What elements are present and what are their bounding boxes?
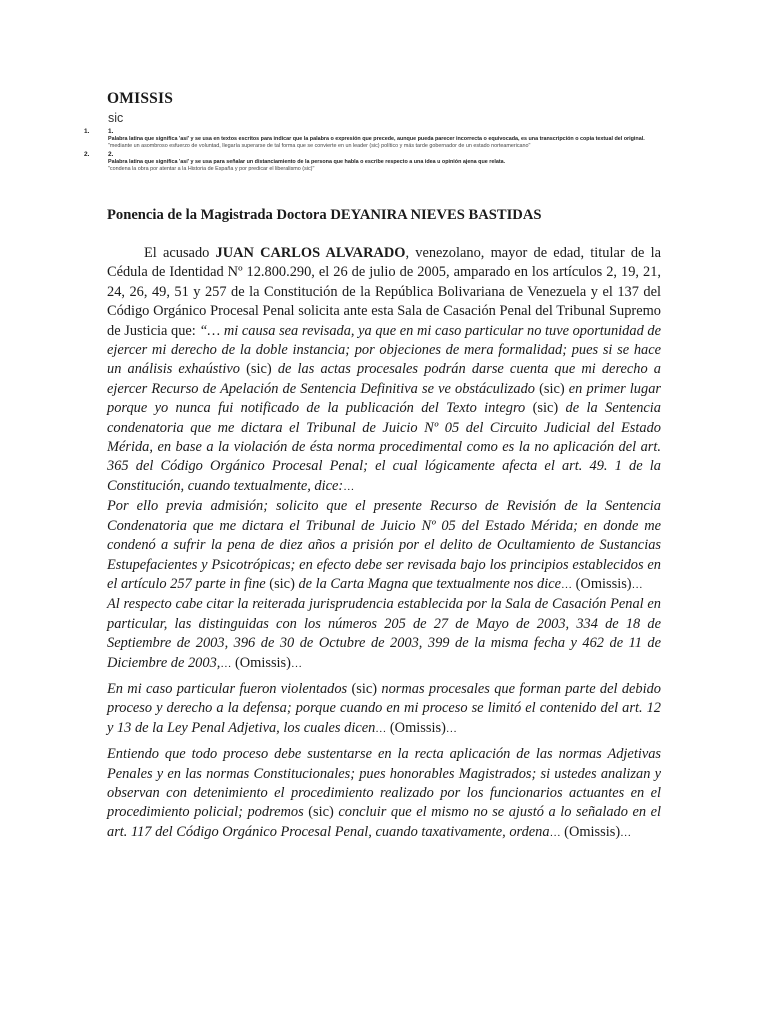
paragraph-4 <box>107 680 661 739</box>
paragraph-3 <box>107 595 661 674</box>
p5-quote-2: concluir que el mismo no se ajustó a lo señalado en el art. 117 del Código Orgánico Procesal Penal, cuando taxativamente, ordena <box>107 804 661 840</box>
ellipsis: … <box>220 657 232 670</box>
magistrate-name: DEYANIRA NIEVES BASTIDAS <box>330 207 542 223</box>
footnote-number: 2. <box>108 151 114 158</box>
sic-label: sic <box>108 111 124 125</box>
footnote-list <box>0 128 768 174</box>
footnote-example: "mediante un asombroso esfuerzo de voluntad, llegaría superarse de tal forma que se convierte en un leader (sic) político y más tarde gobernador de un estado norteamericano" <box>108 143 531 149</box>
omissis-mark: (Omissis) <box>560 823 621 840</box>
p1-quote-4: de la Sentencia condenatoria que me dictara el Tribunal de Juicio Nº 05 del Circuito Judicial del Estado Mérida, en base a la violación de ésta norma procedimental como es la no aplicación del art. 365 del Código Orgánico Procesal Penal; el cual lógicamente afecta el art. 49. 1 de la Constitución, cuando textualmente, dice: <box>107 400 661 494</box>
sic-mark: (sic) <box>525 400 566 417</box>
body-text <box>107 244 661 843</box>
paragraph-1 <box>107 244 661 497</box>
p1-text-2: , venezolano, mayor de edad, titular de la Cédula de Identidad Nº 12.800.290, el 26 de julio de 2005, amparado en los artículos 2, 19, 21, 24, 26, 49, 51 y 257 de la Constitución de la República Bolivariana de Venezuela y el 137 del Código Orgánico Procesal Penal solicita ante esta Sala de Casación Penal del Tribunal Supremo de Justicia que: <box>107 245 661 339</box>
ellipsis: … <box>549 826 561 839</box>
footnote-example: "condena la obra por atentar a la Historia de España y por predicar el liberalismo (sic)" <box>108 166 315 172</box>
p4-quote-1: En mi caso particular fueron violentados <box>107 680 348 697</box>
ellipsis: … <box>631 578 643 591</box>
ellipsis: … <box>343 480 355 493</box>
ellipsis: … <box>290 657 302 670</box>
omissis-mark: (Omissis) <box>572 575 632 592</box>
omissis-mark: (Omissis) <box>386 719 446 736</box>
footnote-definition: Palabra latina que significa 'así' y se usa en textos escritos para indicar que la palabra o expresión que precede, aunque pueda parecer incorrecta o equivocada, es una transcripción o copia textual del original. <box>108 136 645 142</box>
p1-quote-3: en primer lugar porque yo nunca fui notificado de la publicación del Texto integro <box>107 380 661 417</box>
p3-quote-1: Al respecto cabe citar la reiterada jurisprudencia establecida por la Sala de Casación Penal en particular, las distinguidas con los números 205 de 27 de Mayo de 2003, 334 de 18 de Septiembre de 2003, 396 de 30 de Octubre de 2003, 399 de la misma fecha y 462 de 11 de Diciembre de 2003, <box>107 596 661 671</box>
ponencia-heading <box>107 207 541 224</box>
accused-name: JUAN CARLOS ALVARADO <box>215 245 406 261</box>
ellipsis: … <box>561 578 573 591</box>
footnote-list-marker: 2. <box>84 151 90 158</box>
p5-quote-1: Entiendo que todo proceso debe sustentarse en la recta aplicación de las normas Adjetivas Penales y en las normas Constitucionales; pues honorables Magistrados; si ustedes analizan y observan con detenimiento el procedimiento realizado por los funcionarios actuantes en el procedimiento policial; podremos <box>107 746 661 821</box>
footnote-list-marker: 1. <box>84 128 90 135</box>
p1-quote-1: “… mi causa sea revisada, ya que en mi caso particular no tuve oportunidad de ejercer mi derecho de la doble instancia; por objeciones de mera formalidad; pues si se hace un análisis exhaústivo <box>107 322 661 378</box>
sic-mark: (sic) <box>534 380 569 397</box>
sic-mark: (sic) <box>303 804 339 821</box>
p1-quote-2: de las actas procesales podrán darse cuenta que mi derecho a ejercer Recurso de Apelación de Sentencia Definitiva se ve obstáculizado <box>107 361 661 397</box>
footnote-number: 1. <box>108 128 114 135</box>
page-heading: OMISSIS <box>107 90 174 107</box>
footnote-1 <box>0 128 768 150</box>
p2-quote-1: Por ello previa admisión; solicito que el presente Recurso de Revisión de la Sentencia Condenatoria que me dictara el Tribunal de Juicio Nº 05 del Estado Mérida; en donde me condenó a sufrir la pena de diez años a prisión por el delito de Ocultamiento de Sustancias Estupefacientes y Psicotrópicas; en efecto debe ser revisada bajo los principios establecidos en el artículo 257 parte in fine <box>107 498 661 592</box>
ellipsis: … <box>620 826 632 839</box>
footnote-2 <box>0 151 768 173</box>
footnote-definition: Palabra latina que significa 'así' y se usa para señalar un distanciamiento de la persona que habla o escribe respecto a una idea u opinión ajena que relata. <box>108 159 506 165</box>
p4-quote-2: normas procesales que forman parte del debido proceso y derecho a la defensa; porque cuando en mi proceso se limitó el contenido del art. 12 y 13 de la Ley Penal Adjetiva, los cuales dicen <box>107 680 662 736</box>
sic-mark: (sic) <box>265 575 299 592</box>
sic-mark: (sic) <box>239 361 278 378</box>
paragraph-2 <box>107 497 661 595</box>
footnote-body <box>108 128 653 150</box>
ponencia-prefix: Ponencia de la Magistrada Doctora <box>107 207 331 223</box>
p2-quote-2: de la Carta Magna que textualmente nos dice <box>298 575 562 592</box>
sic-mark: (sic) <box>347 680 382 697</box>
paragraph-5 <box>107 745 661 843</box>
footnote-body <box>108 151 653 173</box>
p1-text-1: El acusado <box>144 245 216 261</box>
ellipsis: … <box>375 722 387 735</box>
omissis-mark: (Omissis) <box>231 654 291 671</box>
ellipsis: … <box>445 722 457 735</box>
